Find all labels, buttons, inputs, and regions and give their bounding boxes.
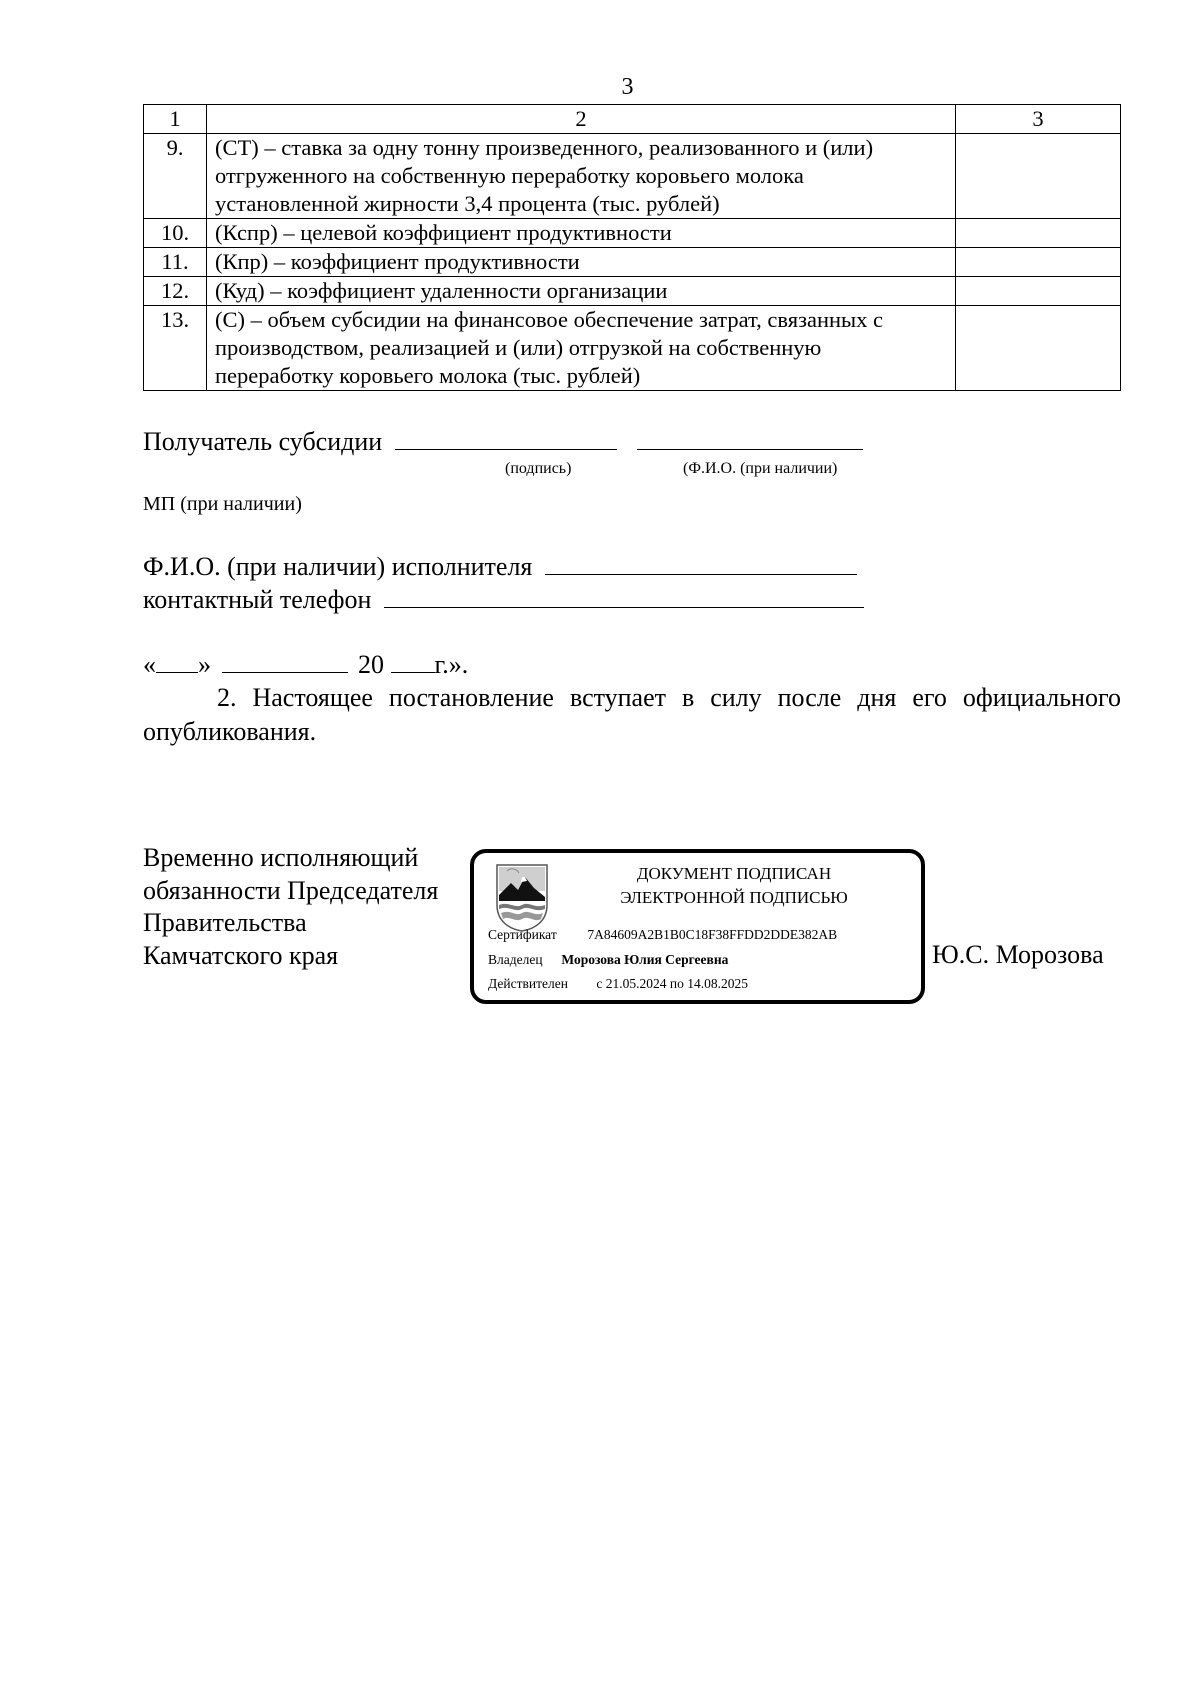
year-blank[interactable] <box>391 648 435 673</box>
signer-position-line: обязанности Председателя <box>143 875 439 905</box>
stamp-title-line: ДОКУМЕНТ ПОДПИСАН <box>636 864 832 883</box>
table-row <box>144 219 1121 248</box>
row-number: 11. <box>144 248 207 277</box>
table-header-cell: 1 <box>144 105 207 134</box>
recipient-fio-blank[interactable] <box>637 425 863 450</box>
executor-label: Ф.И.О. (при наличии) исполнителя <box>143 552 533 581</box>
row-value <box>956 219 1121 248</box>
stamp-owner-row <box>488 951 728 969</box>
row-number: 13. <box>144 306 207 391</box>
stamp-certificate-row <box>488 926 837 944</box>
signer-position <box>143 842 438 972</box>
row-value <box>956 306 1121 391</box>
row-text-line: производством, реализацией и (или) отгрузкой на собственную <box>215 335 822 360</box>
row-description <box>207 277 956 306</box>
row-text-line: (С) – объем субсидии на финансовое обеспечение затрат, связанных с <box>215 307 884 332</box>
row-text-line: установленной жирности 3,4 процента (тыс. рублей) <box>215 191 720 216</box>
row-text-line: переработку коровьего молока (тыс. рублей) <box>215 363 641 388</box>
fio-hint: (Ф.И.О. (при наличии) <box>683 460 838 477</box>
date-line <box>143 648 468 681</box>
table-row <box>144 248 1121 277</box>
row-text-line: (СТ) – ставка за одну тонну произведенного, реализованного и (или) <box>215 135 874 160</box>
owner-label: Владелец <box>488 952 543 967</box>
stamp-validity-row <box>488 975 748 993</box>
certificate-value: 7A84609A2B1B0C18F38FFDD2DDE382AB <box>587 927 838 942</box>
valid-label: Действителен <box>488 976 568 991</box>
day-blank[interactable] <box>156 648 198 673</box>
month-blank[interactable] <box>222 648 348 673</box>
row-text-line: (Куд) – коэффициент удаленности организации <box>215 278 668 303</box>
table-row <box>144 277 1121 306</box>
owner-value: Морозова Юлия Сергеевна <box>561 952 729 967</box>
phone-line <box>143 583 864 616</box>
valid-value: с 21.05.2024 по 14.08.2025 <box>596 976 748 991</box>
row-description <box>207 134 956 219</box>
table-header-row <box>144 105 1121 134</box>
row-description <box>207 306 956 391</box>
signer-position-line: Камчатского края <box>143 940 339 970</box>
year-prefix: 20 <box>358 650 384 679</box>
page-number: 3 <box>621 74 634 100</box>
row-description <box>207 219 956 248</box>
row-description <box>207 248 956 277</box>
row-value <box>956 248 1121 277</box>
stamp-title-line: ЭЛЕКТРОННОЙ ПОДПИСЬЮ <box>620 888 848 907</box>
effective-date-paragraph: 2. Настоящее постановление вступает в силу после дня его официального опубликования. <box>143 683 1121 746</box>
date-open-quote: « <box>143 650 156 679</box>
table-header-cell: 3 <box>956 105 1121 134</box>
row-text-line: (Кпр) – коэффициент продуктивности <box>215 249 580 274</box>
row-number: 12. <box>144 277 207 306</box>
row-value <box>956 277 1121 306</box>
table-header-cell: 2 <box>207 105 956 134</box>
row-text-line: отгруженного на собственную переработку коровьего молока <box>215 163 804 188</box>
executor-fio-blank[interactable] <box>545 550 857 575</box>
signer-position-line: Временно исполняющий <box>143 843 419 872</box>
signer-name: Ю.С. Морозова <box>932 940 1104 969</box>
date-close-quote: » <box>198 650 211 679</box>
row-number: 10. <box>144 219 207 248</box>
row-number: 9. <box>144 134 207 219</box>
recipient-line <box>143 425 863 458</box>
phone-blank[interactable] <box>384 583 864 608</box>
executor-line <box>143 550 857 583</box>
electronic-signature-stamp <box>470 849 925 1004</box>
certificate-label: Сертификат <box>488 927 557 942</box>
row-value <box>956 134 1121 219</box>
table-row <box>144 134 1121 219</box>
signature-hint: (подпись) <box>505 460 572 477</box>
signer-position-line: Правительства <box>143 908 307 937</box>
recipient-label: Получатель субсидии <box>143 427 383 456</box>
criteria-table <box>143 104 1121 391</box>
signature-blank[interactable] <box>395 425 617 450</box>
phone-label: контактный телефон <box>143 585 372 614</box>
stamp-place-label: МП (при наличии) <box>143 493 302 515</box>
coat-of-arms-icon <box>491 861 553 933</box>
table-row <box>144 306 1121 391</box>
date-suffix: г.». <box>434 650 469 679</box>
row-text-line: (Кспр) – целевой коэффициент продуктивности <box>215 220 672 245</box>
